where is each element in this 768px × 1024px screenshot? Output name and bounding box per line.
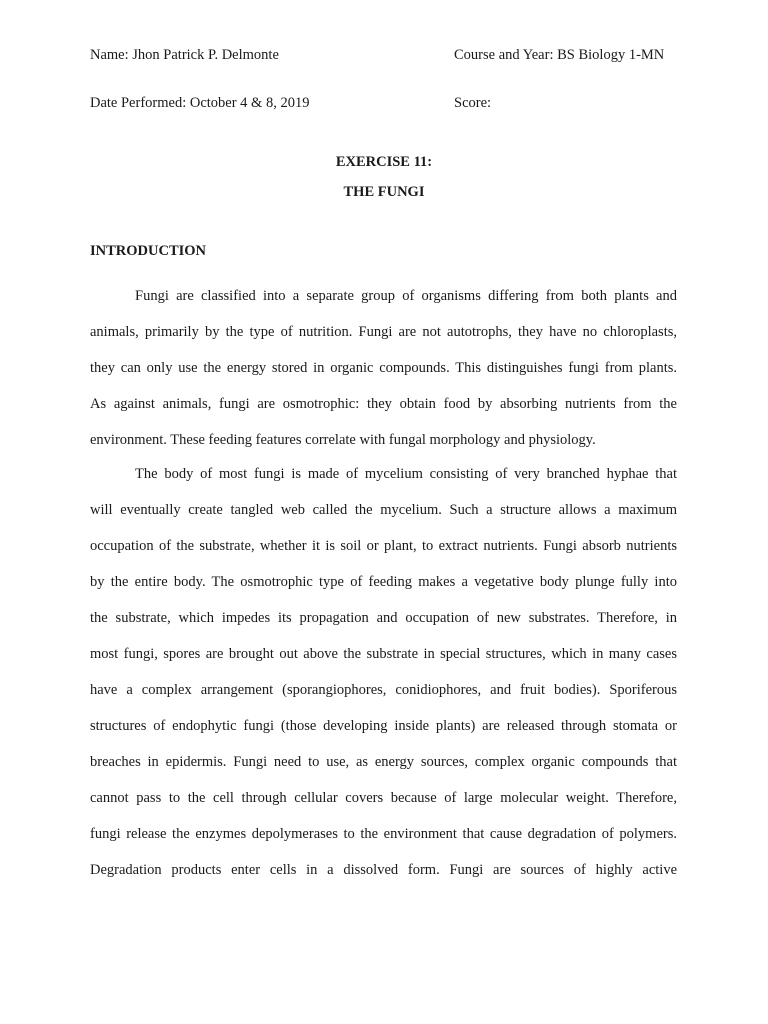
paragraph-line: Fungi are classified into a separate group of organisms differing from both plants and (135, 288, 677, 304)
paragraph-line: fungi release the enzymes depolymerases to the environment that cause degradation of polymers. (90, 826, 677, 842)
score-label: Score: (454, 95, 492, 111)
paragraph-line: The body of most fungi is made of mycelium consisting of very branched hyphae that (135, 466, 677, 482)
paragraph-line: animals, primarily by the type of nutrition. Fungi are not autotrophs, they have no chloroplasts, (90, 324, 677, 340)
date-performed: Date Performed: October 4 & 8, 2019 (90, 95, 310, 111)
paragraph-1 (90, 278, 677, 458)
paragraph-line: by the entire body. The osmotrophic type of feeding makes a vegetative body plunge fully into (90, 574, 677, 590)
section-heading: INTRODUCTION (90, 243, 207, 259)
header-row-2 (90, 94, 492, 112)
paragraph-line: structures of endophytic fungi (those developing inside plants) are released through stomata or (90, 718, 677, 734)
paragraph-line: will eventually create tangled web called the mycelium. Such a structure allows a maximum (90, 502, 677, 518)
course-year: Course and Year: BS Biology 1-MN (454, 47, 665, 63)
paragraph-line: As against animals, fungi are osmotrophic: they obtain food by absorbing nutrients from the (90, 396, 677, 412)
exercise-number: EXERCISE 11: (335, 154, 433, 170)
paragraph-line: the substrate, which impedes its propagation and occupation of new substrates. Therefore, in (90, 610, 677, 626)
paragraph-line: cannot pass to the cell through cellular covers because of large molecular weight. Therefore, (90, 790, 677, 806)
paragraph-line: breaches in epidermis. Fungi need to use, as energy sources, complex organic compounds that (90, 754, 677, 770)
student-name: Name: Jhon Patrick P. Delmonte (90, 47, 279, 63)
paragraph-line: most fungi, spores are brought out above the substrate in special structures, which in many cases (90, 646, 677, 662)
paragraph-line: environment. These feeding features correlate with fungal morphology and physiology. (90, 432, 596, 448)
paragraph-2 (90, 456, 677, 888)
header-row-1 (90, 46, 665, 64)
paragraph-line: they can only use the energy stored in organic compounds. This distinguishes fungi from plants. (90, 360, 677, 376)
paragraph-line: occupation of the substrate, whether it is soil or plant, to extract nutrients. Fungi absorb nutrients (90, 538, 677, 554)
paragraph-line: Degradation products enter cells in a dissolved form. Fungi are sources of highly active (90, 862, 677, 878)
paragraph-line: have a complex arrangement (sporangiophores, conidiophores, and fruit bodies). Sporiferous (90, 682, 677, 698)
exercise-title: THE FUNGI (343, 184, 425, 200)
